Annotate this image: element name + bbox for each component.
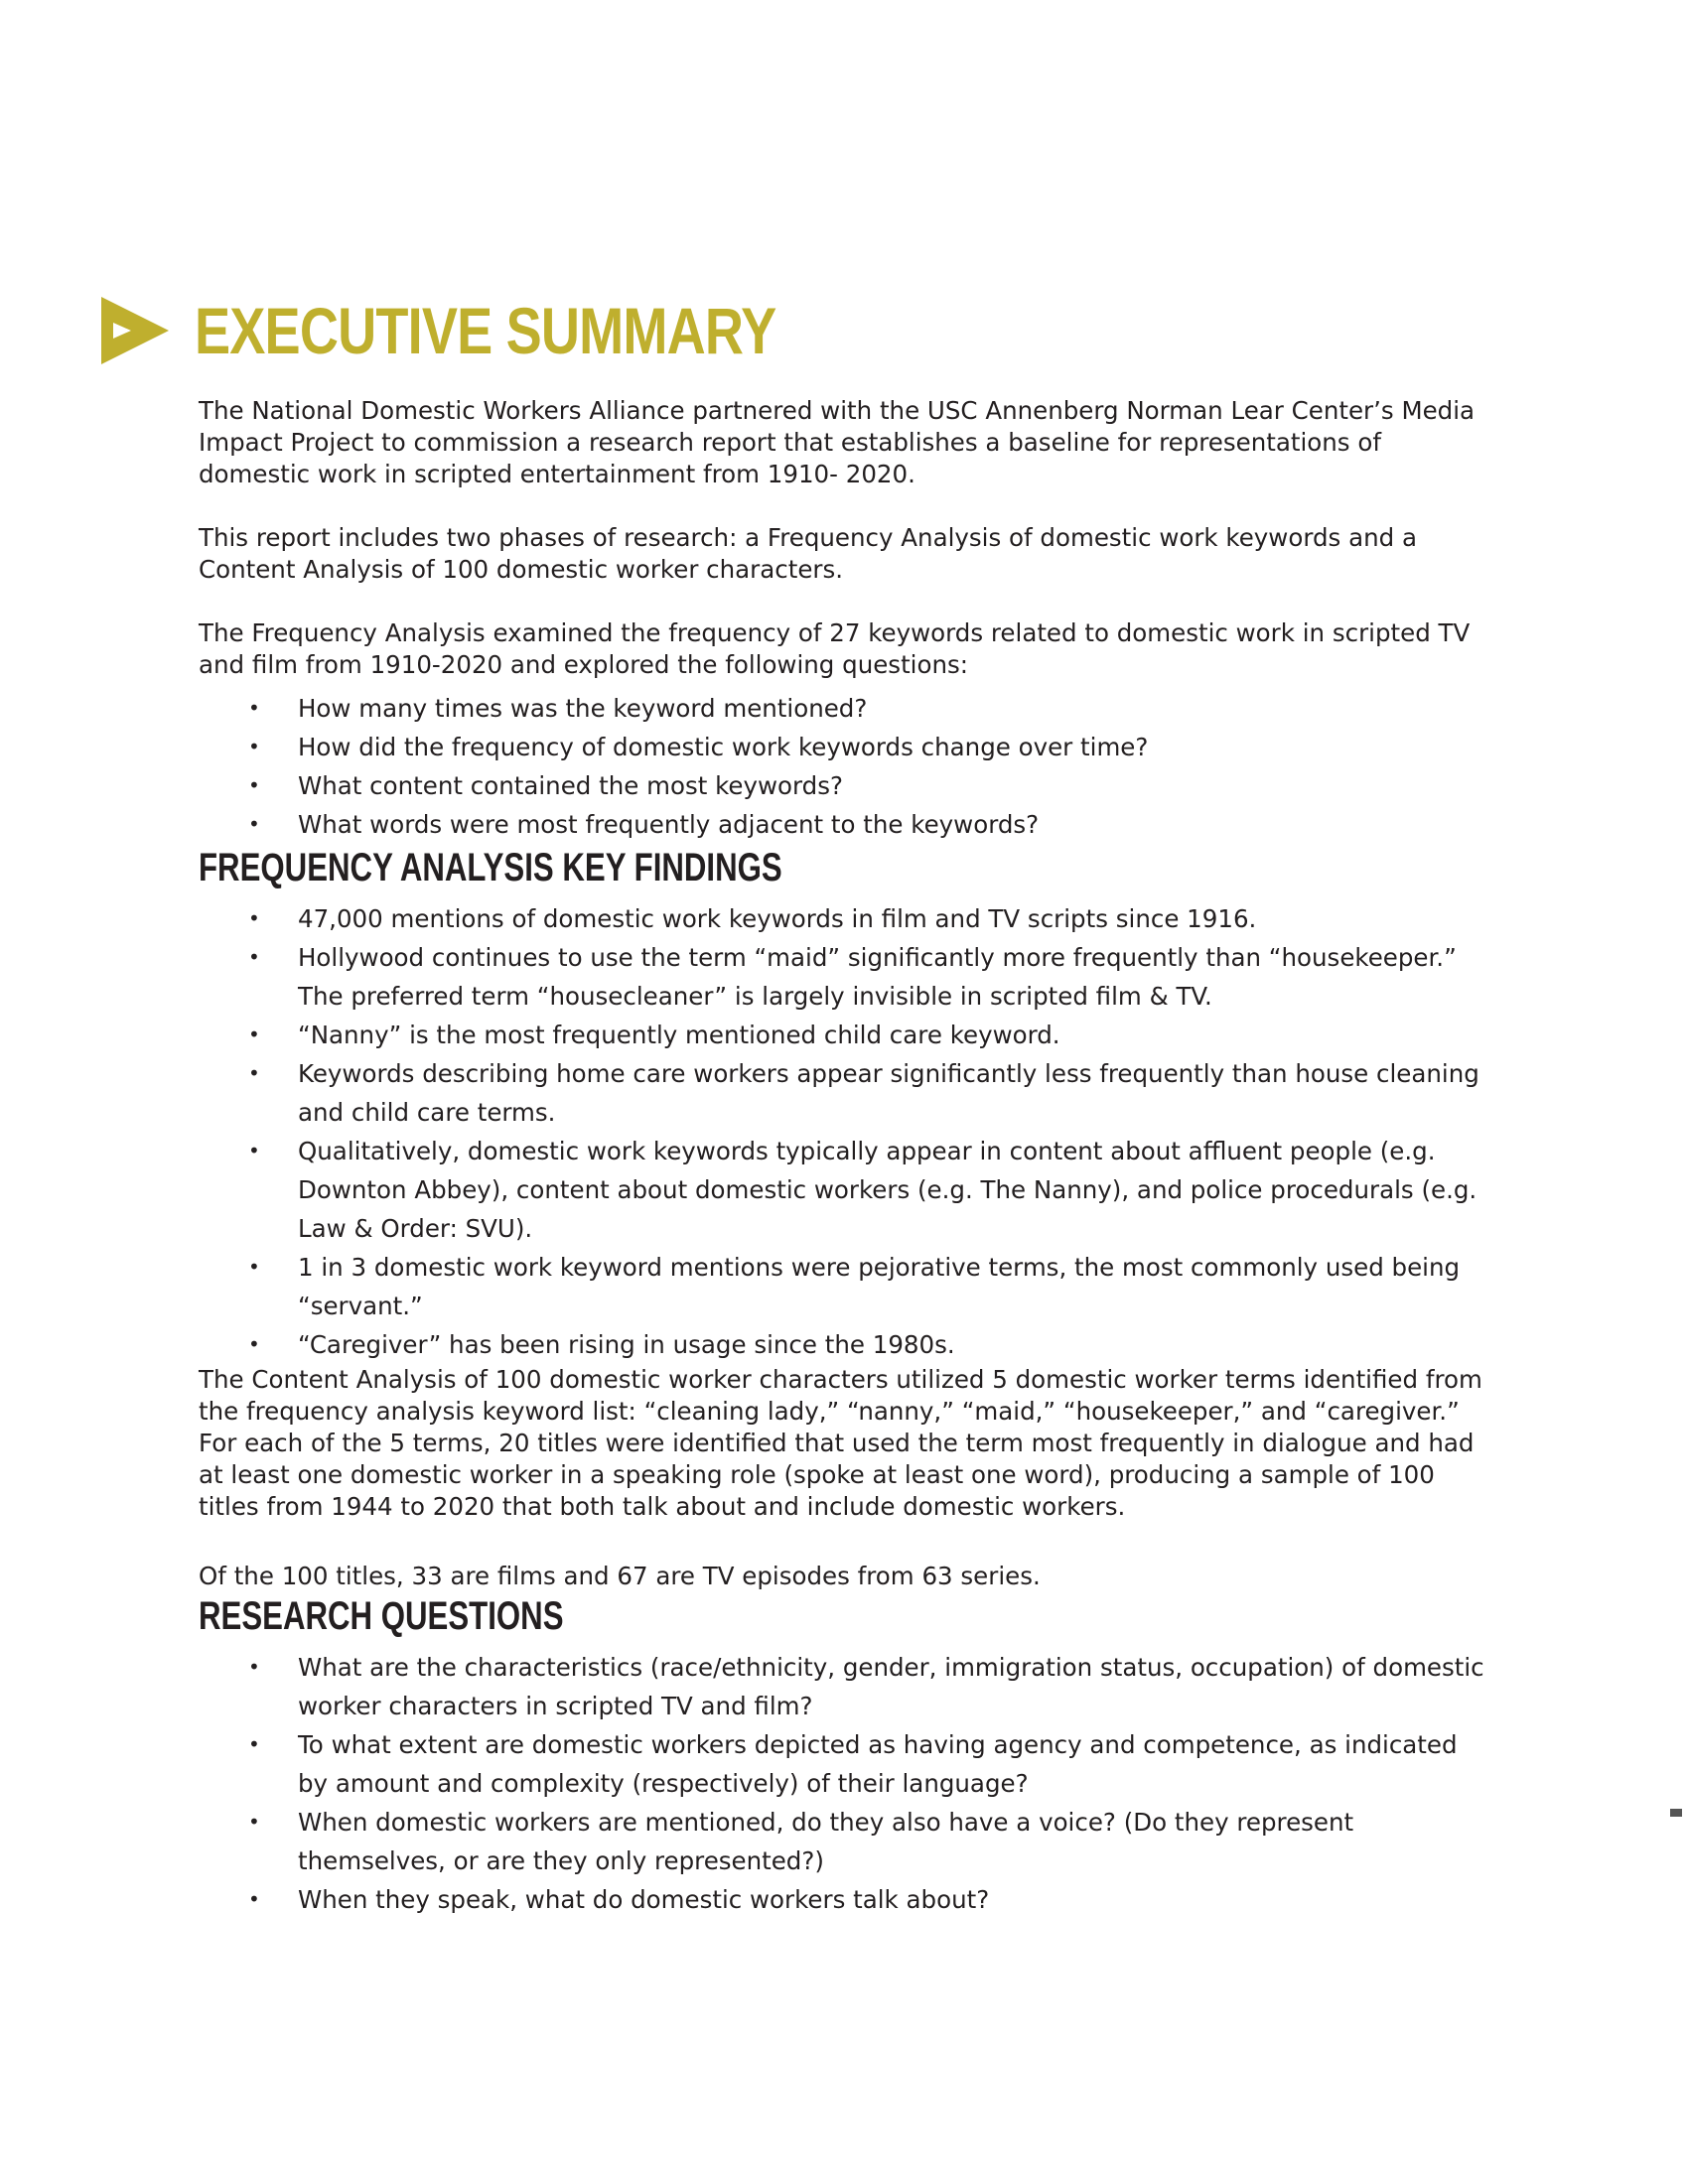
scan-mark	[1670, 1809, 1682, 1817]
bullet-icon: •	[248, 1887, 260, 1911]
content-analysis-paragraph: The Content Analysis of 100 domestic worker characters utilized 5 domestic worker terms identified from the frequency analysis keyword list: “cleaning lady,” “nanny,” “maid,” “housekeeper,” and “caregiver.” For each of the 5 terms, 20 titles were identified that used the term most frequently in dialogue and had at least one domestic worker in a speaking role (spoke at least one word), producing a sample of 100 titles from 1944 to 2020 that both talk about and include domestic workers.	[199, 1365, 1482, 1521]
list-item: • To what extent are domestic workers depicted as having agency and competence, as indicated by amount and complexity (respectively) of their language?	[199, 1725, 1494, 1803]
list-item: • How did the frequency of domestic work keywords change over time?	[199, 728, 1494, 766]
list-item: • What are the characteristics (race/ethnicity, gender, immigration status, occupation) of domestic worker characters in scripted TV and film?	[199, 1648, 1494, 1725]
frequency-question-list	[199, 689, 1494, 844]
research-heading: RESEARCH QUESTIONS	[199, 1594, 564, 1638]
intro-paragraph: The Frequency Analysis examined the frequency of 27 keywords related to domestic work in scripted TV and film from 1910-2020 and explored the following questions:	[199, 618, 1471, 679]
bullet-icon: •	[248, 1061, 260, 1085]
page-title: EXECUTIVE SUMMARY	[195, 294, 776, 367]
findings-list	[199, 899, 1494, 1364]
bullet-icon: •	[248, 1810, 260, 1834]
list-item: • “Nanny” is the most frequently mentioned child care keyword.	[199, 1016, 1494, 1054]
title-block	[99, 286, 904, 375]
bullet-icon: •	[248, 812, 260, 836]
bullet-icon: •	[248, 773, 260, 797]
content-analysis-paragraph: Of the 100 titles, 33 are films and 67 are TV episodes from 63 series.	[199, 1562, 1041, 1590]
list-item: • Qualitatively, domestic work keywords typically appear in content about affluent people (e.g. Downton Abbey), content about domestic workers (e.g. The Nanny), and police procedurals (e.g. Law & Order: SVU).	[199, 1132, 1494, 1248]
bullet-icon: •	[248, 696, 260, 720]
bullet-icon: •	[248, 1255, 260, 1279]
bullet-icon: •	[248, 1655, 260, 1679]
list-item: • 1 in 3 domestic work keyword mentions were pejorative terms, the most commonly used being “servant.”	[199, 1248, 1494, 1325]
bullet-icon: •	[248, 945, 260, 969]
summary-content	[199, 395, 1494, 1919]
list-item: • What words were most frequently adjacent to the keywords?	[199, 805, 1494, 844]
list-item: • Keywords describing home care workers appear significantly less frequently than house cleaning and child care terms.	[199, 1054, 1494, 1132]
bullet-icon: •	[248, 1139, 260, 1162]
list-item: • “Caregiver” has been rising in usage since the 1980s.	[199, 1325, 1494, 1364]
list-item: • What content contained the most keywords?	[199, 766, 1494, 805]
research-question-list	[199, 1648, 1494, 1919]
bullet-icon: •	[248, 735, 260, 758]
intro-paragraph: The National Domestic Workers Alliance partnered with the USC Annenberg Norman Lear Center’s Media Impact Project to commission a research report that establishes a baseline for representations of domestic work in scripted entertainment from 1910- 2020.	[199, 396, 1476, 488]
list-item: • How many times was the keyword mentioned?	[199, 689, 1494, 728]
list-item: • When domestic workers are mentioned, do they also have a voice? (Do they represent themselves, or are they only represented?)	[199, 1803, 1494, 1880]
list-item: • Hollywood continues to use the term “maid” significantly more frequently than “housekeeper.” The preferred term “housecleaner” is largely invisible in scripted film & TV.	[199, 938, 1494, 1016]
list-item: • When they speak, what do domestic workers talk about?	[199, 1880, 1494, 1919]
play-arrow-icon	[99, 293, 175, 368]
bullet-icon: •	[248, 1332, 260, 1356]
bullet-icon: •	[248, 1732, 260, 1756]
bullet-icon: •	[248, 1023, 260, 1046]
findings-heading: FREQUENCY ANALYSIS KEY FINDINGS	[199, 846, 782, 889]
intro-paragraph: This report includes two phases of research: a Frequency Analysis of domestic work keywords and a Content Analysis of 100 domestic worker characters.	[199, 523, 1417, 584]
list-item: • 47,000 mentions of domestic work keywords in film and TV scripts since 1916.	[199, 899, 1494, 938]
bullet-icon: •	[248, 906, 260, 930]
